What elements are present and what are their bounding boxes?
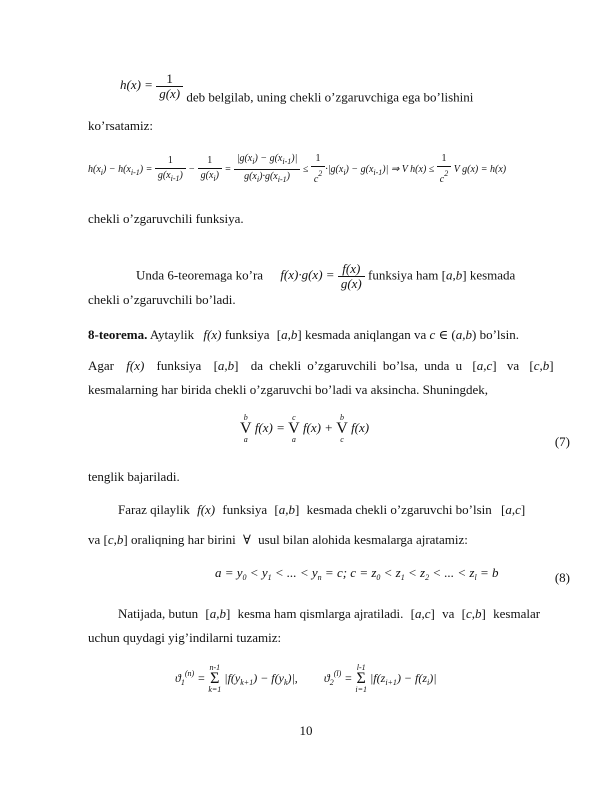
paragraph-2-line-2: va [c,b] oraliqning har birini ∀ usul bilan alohida kesmalarga ajratamiz: <box>88 532 468 547</box>
theorem-t4: bo’lsin. <box>479 327 519 342</box>
theorem-t5: Agar <box>88 358 114 373</box>
page-number: 10 <box>299 723 313 738</box>
theorem-t8: va <box>506 358 520 373</box>
line-2 <box>88 116 570 135</box>
para1-middle: funksiya ham <box>368 267 439 283</box>
para1-after: kesmada <box>469 267 516 283</box>
equation-7-number: (7) <box>554 434 570 449</box>
theorem-t7: da chekli o’zgaruvchili bo’lsa, unda u <box>250 358 463 373</box>
theorem-t9: kesmalarning har birida chekli o’zgaruvchi bo’ladi va aksincha. Shuningdek, <box>88 382 488 397</box>
equation-8-number: (8) <box>554 570 570 585</box>
para1-cont: chekli o’zgaruvchili bo’ladi. <box>88 292 236 307</box>
theorem-8-line-3 <box>88 380 570 399</box>
line-3 <box>88 209 570 228</box>
theorem-t6: funksiya <box>156 358 202 373</box>
paragraph-1-cont <box>88 290 570 309</box>
para2-t4: va <box>88 532 101 547</box>
para2-t2: funksiya <box>222 502 268 517</box>
para1-before: Unda 6-teoremaga ko’ra <box>136 267 264 283</box>
after-eq7 <box>88 467 570 486</box>
line-3-text: chekli o’zgaruvchili funksiya. <box>88 211 244 226</box>
line-2-text: ko’rsatamiz: <box>88 118 153 133</box>
equation-8: $a = y_0 < y_1$ < ... < $y_n = c$; $c = z_0 < z_1 < z_2$ < ... < $z_l = b$ <box>215 565 499 582</box>
after-eq7-text: tenglik bajariladi. <box>88 469 180 484</box>
para3-t3: va <box>442 606 455 621</box>
paragraph-3-line-2 <box>88 628 570 647</box>
h-definition-formula: h(x) = $\frac{1}{g(x)}$ <box>120 77 186 92</box>
theorem-8-line-1: 8-teorema. Aytaylik f(x) funksiya [a,b] kesmada aniqlangan va c ∈ (a,b) bo’lsin. <box>88 327 519 342</box>
para3-t1: Natijada, butun <box>118 606 199 621</box>
theorem-label: 8-teorema. <box>88 327 148 342</box>
para2-t1: Faraz qilaylik <box>118 502 190 517</box>
equation-7: b V a f(x) = c V a f(x) + b V c f(x) <box>240 413 370 444</box>
para3-t5: uchun quydagi yig’indilarni tuzamiz: <box>88 630 282 645</box>
theorem-8-line-2: Agar f(x) funksiya [a,b] da chekli o’zgaruvchili bo’lsa, unda u [a,c] va [c,b] <box>88 358 554 373</box>
para2-t3: kesmada chekli o’zgaruvchi bo’lsin <box>306 502 492 517</box>
theorem-t3: kesmada aniqlangan va <box>304 327 427 342</box>
para3-t4: kesmalar <box>493 606 541 621</box>
paragraph-1: Unda 6-teoremaga ko’ra f(x)·g(x) = $\frac{f(x)}{g(x)}$ funksiya ham [a,b] kesmada <box>136 261 516 291</box>
theorem-t1: Aytaylik <box>149 327 195 342</box>
para2-t5: oraliqning har birini <box>131 532 236 547</box>
paragraph-3-line-1: Natijada, butun [a,b] kesma ham qismlarga ajratiladi. [a,c] va [c,b] kesmalar <box>118 606 541 621</box>
line-1 <box>120 72 570 106</box>
variation-inequality-formula: $h(x_i) - h(x_{i-1})$ = $\frac{1}{g(x_{i-1})}$ − $\frac{1}{g(x_i)}$ = $\frac{|g(x_i) - g(x_{i-1})|}{g(x_i)\cdot g(x_{i-1})}$ ≤ $\frac{1}{c^2}$ $\cdot|g(x_i) - g(x_{i-1})|$ ⇒ V h(x) ≤ $\frac{1}{c^2}$ V g(x) = h(x) <box>88 153 507 185</box>
para3-t2: kesma ham qismlarga ajratiladi. <box>237 606 404 621</box>
sums-formula: $ϑ_1^{(n)}$ = n-1 Σ k=1 $|f(y_{k+1}) - f(y_k)|$, $ϑ_2^{(l)}$ = l-1 Σ i=1 $|f(z_{i+1}) - f(z_i)|$ <box>175 663 437 695</box>
line-1-text: deb belgilab, uning chekli o’zgaruvchiga ega bo’lishini <box>186 89 474 105</box>
paragraph-2-line-1: Faraz qilaylik f(x) funksiya [a,b] kesmada chekli o’zgaruvchi bo’lsin [a,c] <box>118 502 526 517</box>
para2-t6: usul bilan alohida kesmalarga ajratamiz: <box>258 532 468 547</box>
theorem-t2: funksiya <box>224 327 270 342</box>
